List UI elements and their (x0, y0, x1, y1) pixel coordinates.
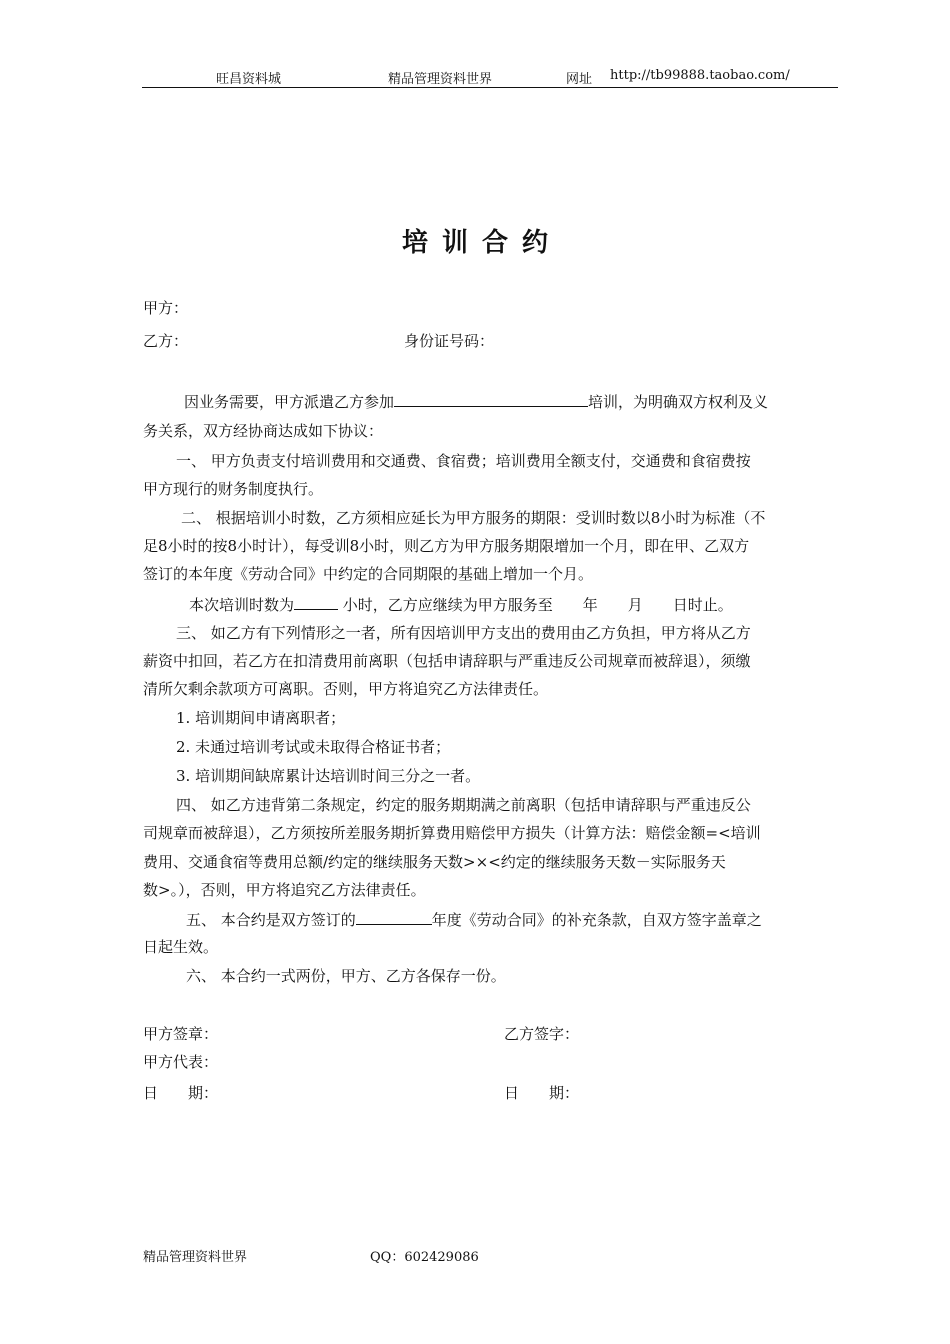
clause-5-line-2: 日起生效。 (143, 938, 219, 956)
id-number-label: 身份证号码： (404, 332, 495, 350)
contract-year-blank (356, 909, 432, 925)
clause-5-text-b: 年度《劳动合同》的补充条款，自双方签字盖章之 (431, 911, 762, 929)
header-url-label: 网址 (566, 72, 593, 87)
clause-4-line-2: 司规章而被辞退），乙方须按所差服务期折算费用赔偿甲方损失（计算方法：赔偿金额=<培训 (143, 824, 761, 842)
party-a-label: 甲方： (143, 299, 189, 317)
clause-1-line-1: 一、 甲方负责支付培训费用和交通费、食宿费；培训费用全额支付，交通费和食宿费按 (176, 452, 751, 470)
party-a-date-label: 日 期： (143, 1084, 219, 1102)
party-a-rep-label: 甲方代表： (143, 1053, 219, 1071)
list-item-3: 3. 培训期间缺席累计达培训时间三分之一者。 (176, 767, 481, 785)
training-hours-blank (294, 594, 338, 610)
intro-text-b: 培训，为明确双方权利及义 (588, 393, 769, 411)
header-site-name: 旺昌资料城 (216, 72, 282, 87)
clause-6-line-1: 六、 本合约一式两份，甲方、乙方各保存一份。 (186, 967, 506, 985)
clause-4-line-4: 数>。），否则，甲方将追究乙方法律责任。 (143, 881, 426, 899)
party-b-sign-label: 乙方签字： (504, 1025, 580, 1043)
list-item-2: 2. 未通过培训考试或未取得合格证书者； (176, 738, 451, 756)
header-divider (142, 87, 838, 88)
clause-5-text-a: 五、 本合约是双方签订的 (186, 911, 356, 929)
list-item-1: 1. 培训期间申请离职者； (176, 709, 346, 727)
party-b-label: 乙方： (143, 332, 189, 350)
intro-line-2: 务关系，双方经协商达成如下协议： (143, 422, 384, 440)
clause-2-line-2: 足8小时的按8小时计），每受训8小时，则乙方为甲方服务期限增加一个月，即在甲、乙双方 (143, 537, 750, 555)
clause-5-line-1 (186, 909, 762, 930)
footer-qq: QQ：602429086 (370, 1250, 479, 1265)
footer-slogan: 精品管理资料世界 (143, 1250, 248, 1265)
header-slogan: 精品管理资料世界 (388, 72, 493, 87)
clause-2-line-1: 二、 根据培训小时数，乙方须相应延长为甲方服务的期限：受训时数以8小时为标准（不 (181, 509, 766, 527)
party-a-seal-label: 甲方签章： (143, 1025, 219, 1043)
clause-2-line-4 (189, 594, 733, 615)
service-until-text: 小时，乙方应继续为甲方服务至 年 月 日时止。 (338, 596, 733, 614)
training-name-blank (394, 391, 588, 407)
clause-3-line-3: 清所欠剩余款项方可离职。否则，甲方将追究乙方法律责任。 (143, 680, 549, 698)
clause-3-line-1: 三、 如乙方有下列情形之一者，所有因培训甲方支出的费用由乙方负担，甲方将从乙方 (176, 624, 751, 642)
document-title: 培训合约 (401, 228, 562, 258)
clause-4-line-3: 费用、交通食宿等费用总额/约定的继续服务天数>×<约定的继续服务天数－实际服务天 (143, 853, 726, 871)
clause-3-line-2: 薪资中扣回，若乙方在扣清费用前离职（包括申请辞职与严重违反公司规章而被辞退），须缴 (143, 652, 751, 670)
header-url[interactable]: http://tb99888.taobao.com/ (610, 68, 790, 83)
party-b-date-label: 日 期： (504, 1084, 580, 1102)
intro-text-a: 因业务需要，甲方派遣乙方参加 (184, 393, 395, 411)
intro-line-1 (184, 391, 768, 412)
clause-2-line-3: 签订的本年度《劳动合同》中约定的合同期限的基础上增加一个月。 (143, 565, 594, 583)
clause-1-line-2: 甲方现行的财务制度执行。 (143, 480, 324, 498)
clause-4-line-1: 四、 如乙方违背第二条规定，约定的服务期期满之前离职（包括申请辞职与严重违反公 (176, 796, 751, 814)
training-hours-text: 本次培训时数为 (189, 596, 295, 614)
